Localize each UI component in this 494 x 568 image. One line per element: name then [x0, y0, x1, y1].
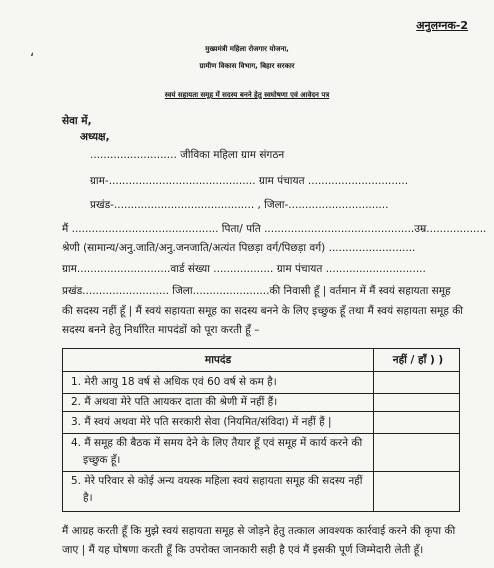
criterion-row-4: 4. मैं समूह की बैठक में समय देने के लिए तैयार हूँ एवं समूह में कार्य करने की [71, 437, 363, 449]
form-title: स्वयं सहायता समूह में सदस्य बनने हेतु स्वघोषणा एवं आवेदन पत्र [164, 91, 330, 99]
criterion-row-5: 5. मेरे परिवार से कोई अन्य वयस्क महिला स्वयं सहायता समूह की सदस्य नहीं [71, 475, 363, 487]
table-row-divider [63, 371, 459, 372]
village-line: ग्राम............................वार्ड संख्या .................. ग्राम पंचायत .............................. [62, 263, 426, 275]
table-row-divider [63, 433, 459, 434]
declaration-line: की सदस्य नहीं हूँ | मैं स्वयं सहायता समूह का सदस्य बनने के लिए इच्छुक हूँ तथा मैं स्वयं सहायता समूह की [62, 305, 464, 317]
prakhand-line: प्रखंड-.......................................... , जिला-.............................. [90, 199, 389, 211]
column-header-criteria: मापदंड [204, 354, 232, 366]
salutation: सेवा में, [62, 115, 92, 127]
criteria-table [62, 348, 460, 512]
criterion-row-3: 3. मैं स्वयं अथवा मेरे पति सरकारी सेवा (नियमित/संविदा) में नहीं हैं | [71, 416, 332, 428]
margin-mark: ʻ [30, 51, 35, 67]
residence-line: प्रखंड.......................... जिला.......................की निवासी हूँ | वर्तमान में मैं स्वयं सहायता समूह [62, 285, 451, 297]
department-name: ग्रामीण विकास विभाग, बिहार सरकार [199, 62, 295, 70]
criterion-row-1: 1. मेरी आयु 18 वर्ष से अधिक एवं 60 वर्ष से कम है। [71, 376, 277, 388]
scheme-name: मुख्यमंत्री महिला रोजगार योजना, [205, 45, 289, 53]
column-header-response: नहीं / हाँ ) ) [392, 354, 444, 366]
applicant-name-line: मैं ............................................ पिता/ पति .............................................उम्र.................. [62, 223, 487, 235]
jeevika-line: .......................... जीविका महिला ग्राम संगठन [90, 149, 285, 161]
criterion-row-2: 2. मैं अथवा मेरे पति आयकर दाता की श्रेणी में नहीं हैं। [71, 396, 278, 408]
criteria-intro-line: सदस्य बनने हेतु निर्धारित मापदंडों को पूरा करती हूँ – [62, 324, 260, 336]
addressee: अध्यक्ष, [80, 131, 110, 143]
gram-line: ग्राम-............................................ ग्राम पंचायत .............................. [90, 175, 409, 187]
category-line: श्रेणी (सामान्य/अनु.जाति/अनु.जनजाति/अत्यंत पिछड़ा वर्ग/पिछड़ा वर्ग) .......................... [62, 242, 416, 254]
criterion-row-5-cont: है। [83, 492, 93, 504]
table-row-divider [63, 471, 459, 472]
table-column-divider [373, 349, 374, 511]
closing-request: मैं आग्रह करती हूँ कि मुझे स्वयं सहायता समूह से जोड़ने हेतु तत्काल आवश्यक कार्रवाई करने की कृपा की [62, 525, 456, 537]
criterion-row-4-cont: इच्छुक हूँ। [83, 454, 121, 466]
closing-declaration: जाए | मैं यह घोषणा करती हूँ कि उपरोक्त जानकारी सही है एवं मैं इसकी पूर्ण जिम्मेदारी लेती हूँ। [62, 544, 424, 556]
table-row-divider [63, 393, 459, 394]
table-row-divider [63, 411, 459, 412]
annexure-label: अनुलग्नक-2 [416, 19, 468, 32]
